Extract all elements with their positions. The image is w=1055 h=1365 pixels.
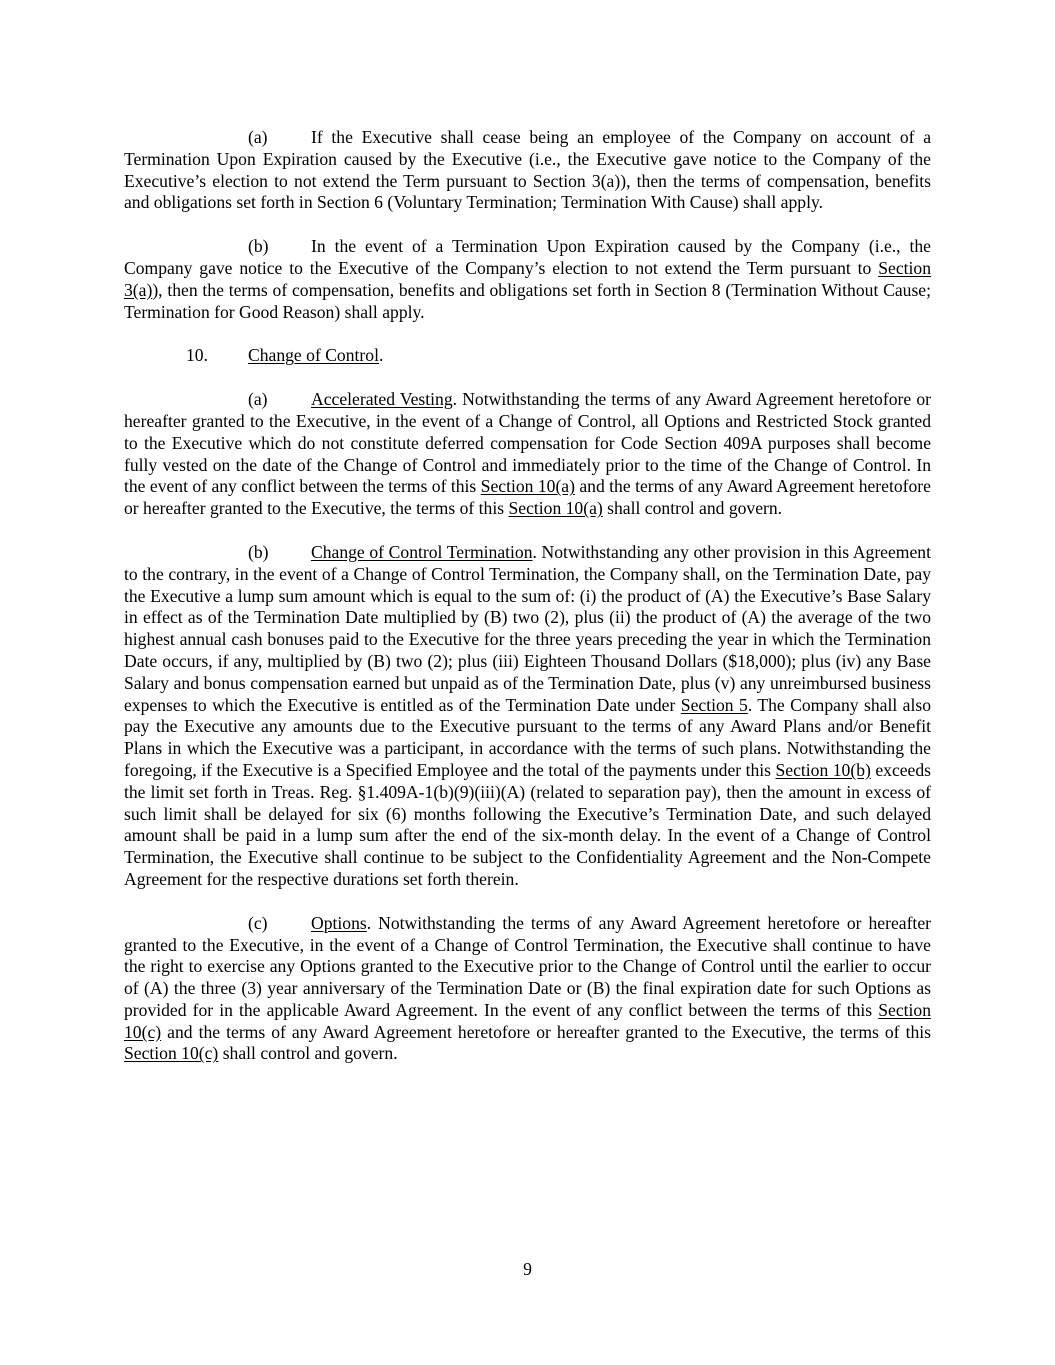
paragraph-text: . Notwithstanding the terms of any Award Agreement heretofore or hereafter granted to the Executive, in the event of a Change of Control, all Options and Restricted Stock granted to the Executive which do not constitute deferred compensation for Code Section 409A purposes shall become fully vested on the date of the Change of Control and immediately prior to the time of the Change of Control. In the event of any conflict between the terms of this — [124, 389, 931, 497]
paragraph-9a — [124, 127, 931, 214]
page-number: 9 — [523, 1259, 532, 1279]
paragraph-marker: (b) — [248, 236, 269, 257]
paragraph-text: If the Executive shall cease being an employee of the Company on account of a Termination Upon Expiration caused by the Executive (i.e., the Executive gave notice to the Company of the Executive’s election to not extend the Term pursuant to Section 3(a)), then the terms of compensation, benefits and obligations set forth in Section 6 (Voluntary Termination; Termination With Cause) shall apply. — [124, 127, 931, 213]
document-page — [124, 127, 931, 1087]
paragraph-marker: (a) — [248, 127, 268, 147]
section-title-period: . — [378, 345, 384, 366]
section-reference: Section 10(a) — [508, 498, 603, 519]
paragraph-heading: Options — [311, 912, 367, 933]
paragraph-10a — [124, 389, 931, 520]
paragraph-text: . The Company shall also pay the Executive any amounts due to the Executive pursuant to the terms of any Award Plans and/or Benefit Plans in which the Executive was a participant, in accordance with the terms of such plans. Notwithstanding the foregoing, if the Executive is a Specified Employee and the total of the payments under this — [124, 694, 932, 780]
paragraph-marker: (b) — [248, 541, 269, 562]
section-number: 10. — [186, 345, 208, 366]
section-title: Change of Control — [248, 345, 379, 366]
section-10-heading — [124, 345, 931, 367]
section-reference: Section 10(c) — [124, 1043, 219, 1064]
paragraph-text: . Notwithstanding any other provision in this Agreement to the contrary, in the event of a Change of Control Termination, the Company shall, on the Termination Date, pay the Executive a lump sum amount which is equal to the sum of: (i) the product of (A) the Executive’s Base Salary in effect as of the Termination Date multiplied by (B) two (2), plus (ii) the product of (A) the average of the two highest annual cash bonuses paid to the Executive for the three years preceding the year in which the Termination Date occurs, if any, multiplied by (B) two (2); plus (iii) Eighteen Thousand Dollars ($18,000); plus (iv) any Base Salary and bonus compensation earned but unpaid as of the Termination Date, plus (v) any unreimbursed business expenses to which the Executive is entitled as of the Termination Date under — [124, 541, 931, 715]
paragraph-9b — [124, 236, 931, 323]
paragraph-text: shall control and govern. — [602, 498, 783, 519]
paragraph-10c — [124, 913, 931, 1066]
section-reference: Section 3(a) — [124, 257, 931, 300]
section-reference: Section 10(b) — [775, 759, 871, 780]
section-reference: Section 10(c) — [124, 999, 931, 1042]
section-reference: Section 10(a) — [480, 476, 575, 497]
paragraph-text: and the terms of any Award Agreement heretofore or hereafter granted to the Executive, the terms of this — [161, 1021, 931, 1042]
paragraph-text: and the terms of any Award Agreement heretofore or hereafter granted to the Executive, the terms of this — [124, 476, 931, 519]
paragraph-text: exceeds the limit set forth in Treas. Reg. §1.409A-1(b)(9)(iii)(A) (related to separation pay), then the amount in excess of such limit shall be delayed for six (6) months following the Executive’s Termination Date, and such delayed amount shall be paid in a lump sum after the end of the six-month delay. In the event of a Change of Control Termination, the Executive shall continue to be subject to the Confidentiality Agreement and the Non-Compete Agreement for the respective durations set forth therein. — [124, 759, 932, 889]
paragraph-10b — [124, 542, 931, 891]
paragraph-marker: (c) — [248, 912, 268, 933]
section-reference: Section 5 — [680, 694, 748, 715]
paragraph-text: shall control and govern. — [218, 1043, 398, 1064]
paragraph-text: . Notwithstanding the terms of any Award Agreement heretofore or hereafter granted to the Executive, in the event of a Change of Control Termination, the Executive shall continue to have the right to exercise any Options granted to the Executive prior to the Change of Control until the earlier to occur of (A) the three (3) year anniversary of the Termination Date or (B) the final expiration date for such Options as provided for in the applicable Award Agreement. In the event of any conflict between the terms of this — [124, 912, 931, 1020]
paragraph-text: ), then the terms of compensation, benefits and obligations set forth in Section 8 (Termination Without Cause; Termination for Good Reason) shall apply. — [124, 279, 931, 322]
paragraph-text: In the event of a Termination Upon Expiration caused by the Company (i.e., the Company gave notice to the Executive of the Company’s election to not extend the Term pursuant to — [124, 236, 931, 278]
paragraph-heading: Change of Control Termination — [311, 541, 533, 562]
paragraph-heading: Accelerated Vesting — [311, 389, 453, 410]
paragraph-marker: (a) — [248, 389, 268, 410]
